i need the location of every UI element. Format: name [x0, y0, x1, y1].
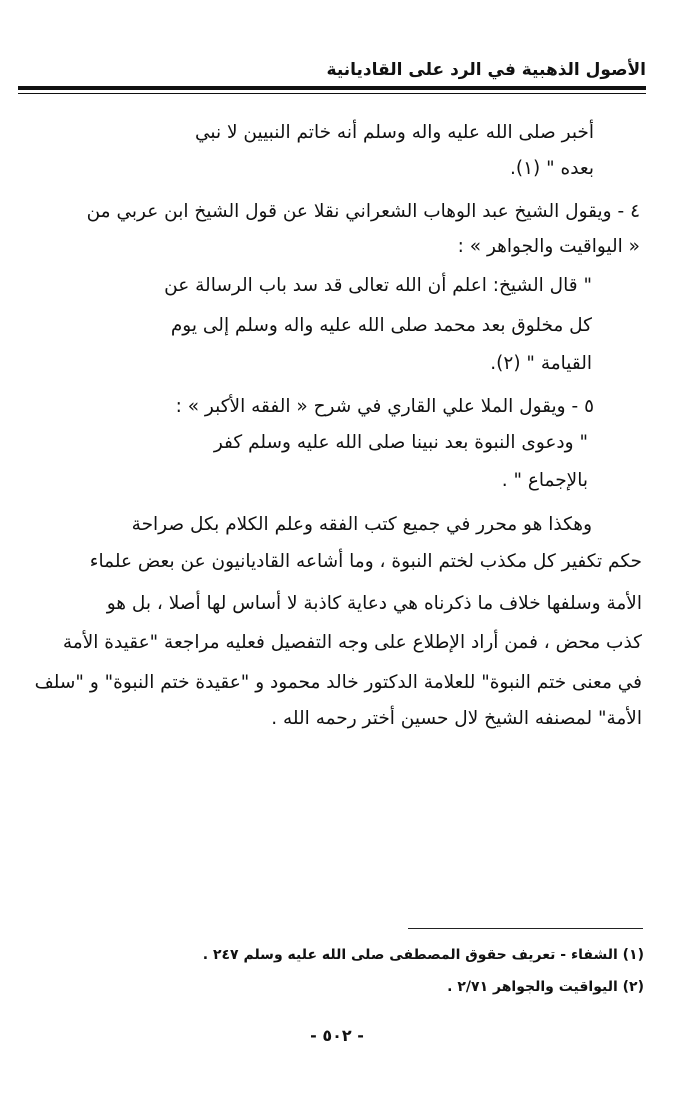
body-line-1: أخبر صلى الله عليه واله وسلم أنه خاتم النبيين لا نبي [194, 122, 594, 143]
body-line-7: القيامة " (٢). [490, 353, 592, 374]
body-line-10: بالإجماع " . [501, 470, 588, 491]
page-number: - ٥٠٢ - [310, 1026, 364, 1045]
body-line-13: الأمة وسلفها خلاف ما ذكرناه هي دعاية كاذبة لا أساس لها أصلا ، بل هو [106, 593, 642, 614]
body-line-11: وهكذا هو محرر في جميع كتب الفقه وعلم الكلام بكل صراحة [131, 514, 592, 535]
footnote-1: (١) الشفاء - تعريف حقوق المصطفى صلى الله عليه وسلم ٢٤٧ . [202, 947, 644, 963]
body-line-16: الأمة" لمصنفه الشيخ لال حسين أختر رحمه الله . [271, 708, 642, 729]
body-line-4: « اليواقيت والجواهر » : [457, 236, 640, 257]
body-line-2: بعده " (١). [509, 158, 594, 179]
body-line-6: كل مخلوق بعد محمد صلى الله عليه واله وسلم إلى يوم [170, 315, 592, 336]
body-line-5: " قال الشيخ: اعلم أن الله تعالى قد سد باب الرسالة عن [164, 275, 592, 296]
body-line-14: كذب محض ، فمن أراد الإطلاع على وجه التفصيل فعليه مراجعة "عقيدة الأمة [62, 632, 642, 653]
body-line-15: في معنى ختم النبوة" للعلامة الدكتور خالد محمود و "عقيدة ختم النبوة" و "سلف [34, 672, 642, 693]
body-line-3: ٤ - ويقول الشيخ عبد الوهاب الشعراني نقلا عن قول الشيخ ابن عربي من [86, 201, 640, 222]
footnote-2: (٢) اليواقيت والجواهر ٢/٧١ . [447, 979, 644, 995]
footnote-separator [408, 928, 643, 929]
header-rule-thick [18, 86, 646, 90]
running-header-title: الأصول الذهبية في الرد على القاديانية [326, 60, 646, 80]
body-line-12: حكم تكفير كل مكذب لختم النبوة ، وما أشاعه القاديانيون عن بعض علماء [89, 551, 642, 572]
body-line-8: ٥ - ويقول الملا علي القاري في شرح « الفقه الأكبر » : [175, 396, 594, 417]
body-line-9: " ودعوى النبوة بعد نبينا صلى الله عليه وسلم كفر [213, 432, 588, 453]
header-rule-thin [18, 93, 646, 94]
